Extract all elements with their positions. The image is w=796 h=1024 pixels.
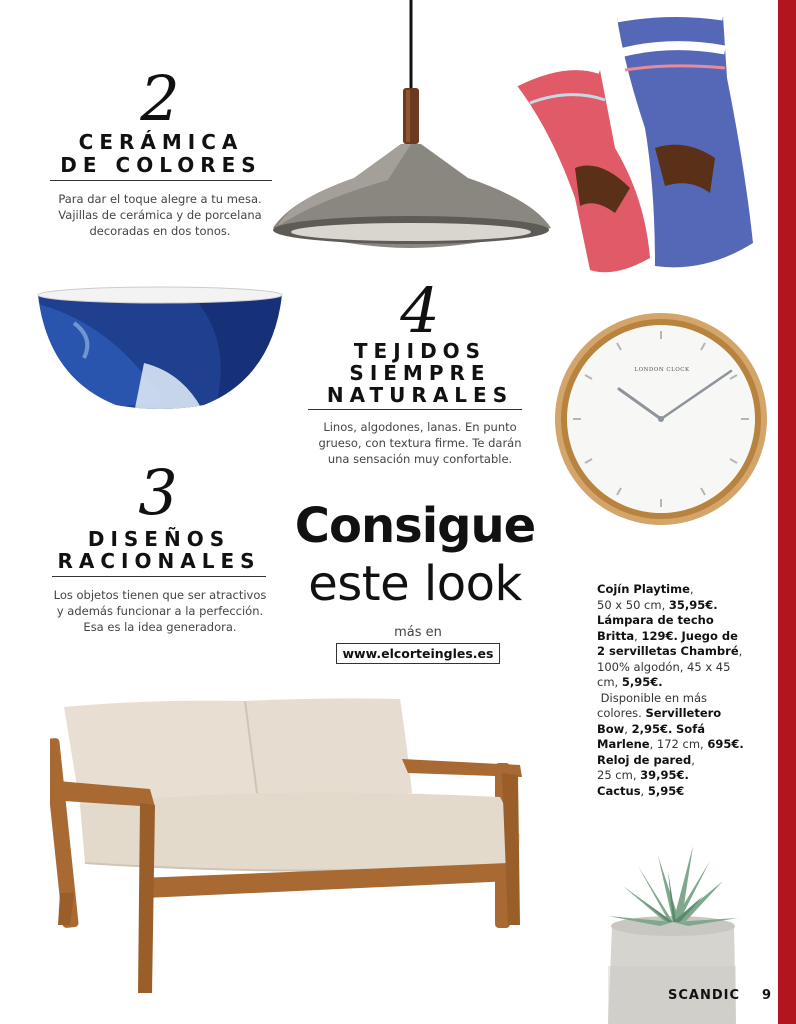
store-url-link[interactable]: www.elcorteingles.es (336, 643, 500, 664)
section-3-number: 3 (138, 456, 178, 529)
footer-page-number: 9 (762, 988, 772, 1003)
product-price: 2,95€. (631, 721, 673, 736)
ceramic-bowl-image (34, 283, 286, 413)
product-name: Reloj de pared (597, 752, 692, 767)
section-3-body-line: y además funcionar a la perfección. (56, 604, 264, 618)
section-4-body-line: Linos, algodones, lanas. En punto (323, 420, 517, 434)
section-2-body-line: Vajillas de cerámica y de porcelana (58, 208, 262, 222)
section-3-rule (52, 576, 266, 577)
product-price: 39,95€. (640, 768, 689, 782)
headline-line2: este look (308, 556, 522, 612)
section-2-body (20, 191, 300, 239)
product-price: 35,95€. (668, 597, 718, 612)
section-4-body (290, 419, 550, 467)
section-2-title-line1: CERÁMICA (78, 130, 244, 154)
section-4-title-line1: TEJIDOS (353, 339, 487, 363)
product-name: Sofá Marlene (597, 721, 705, 751)
section-3-title-line1: DISEÑOS (87, 527, 231, 551)
section-4-title-line3: NATURALES (326, 383, 514, 407)
sofa-image (50, 693, 528, 1003)
product-note: Disponible en más colores. (597, 690, 708, 720)
section-4-title-line2: SIEMPRE (349, 361, 491, 385)
product-name: Servilletero Bow (597, 706, 722, 736)
section-3-title-line2: RACIONALES (57, 549, 261, 573)
product-name: Cactus (597, 783, 641, 798)
more-label: más en (394, 625, 442, 640)
section-4-number: 4 (400, 274, 440, 347)
product-detail: 172 cm, (656, 737, 704, 751)
product-price: 5,95€ (647, 783, 685, 798)
product-price: 129€. (641, 628, 678, 643)
section-2-body-line: decoradas en dos tonos. (89, 224, 231, 238)
section-2-rule (50, 180, 272, 181)
napkins-image (505, 8, 760, 278)
product-price: 695€. (707, 737, 744, 751)
product-name: Lámpara de techo Britta (597, 613, 714, 643)
product-detail: 25 cm, (597, 768, 637, 782)
section-2-title-line2: DE COLORES (60, 153, 262, 177)
footer-section-name: SCANDIC (668, 988, 741, 1003)
section-3-body-line: Los objetos tienen que ser atractivos (53, 588, 267, 602)
clock-brand-label: LONDON CLOCK (634, 367, 690, 373)
section-2-body-line: Para dar el toque alegre a tu mesa. (58, 192, 262, 206)
product-detail: 50 x 50 cm, (597, 597, 666, 612)
product-detail: 100% algodón, 45 x 45 cm, (597, 659, 731, 689)
section-4-rule (308, 409, 522, 410)
section-2-number: 2 (140, 62, 180, 135)
wall-clock-image (553, 311, 769, 527)
section-3-body-line: Esa es la idea generadora. (83, 620, 237, 634)
section-4-body-line: grueso, con textura firme. Te darán (318, 436, 522, 450)
section-3-body (20, 587, 300, 635)
red-edge-bar (778, 0, 796, 1024)
headline-line1: Consigue (294, 498, 536, 554)
section-4-body-line: una sensación muy confortable. (327, 452, 513, 466)
product-name: Juego de 2 servilletas Chambré (597, 628, 739, 658)
product-price-list: Cojín Playtime, 50 x 50 cm, 35,95€. Lámpara de techo Britta, 129€. Juego de 2 servilletas Chambré, 100% algodón, 45 x 45 cm, 5,95€. Disponible en más colores. Servilletero Bow, 2,95€. Sofá Marlene, 172 cm, 695€. Reloj de pared, 25 cm, 39,95€. Cactus, 5,95€ (597, 582, 744, 798)
product-name: Cojín Playtime (597, 582, 690, 596)
product-price: 5,95€. (621, 675, 663, 689)
